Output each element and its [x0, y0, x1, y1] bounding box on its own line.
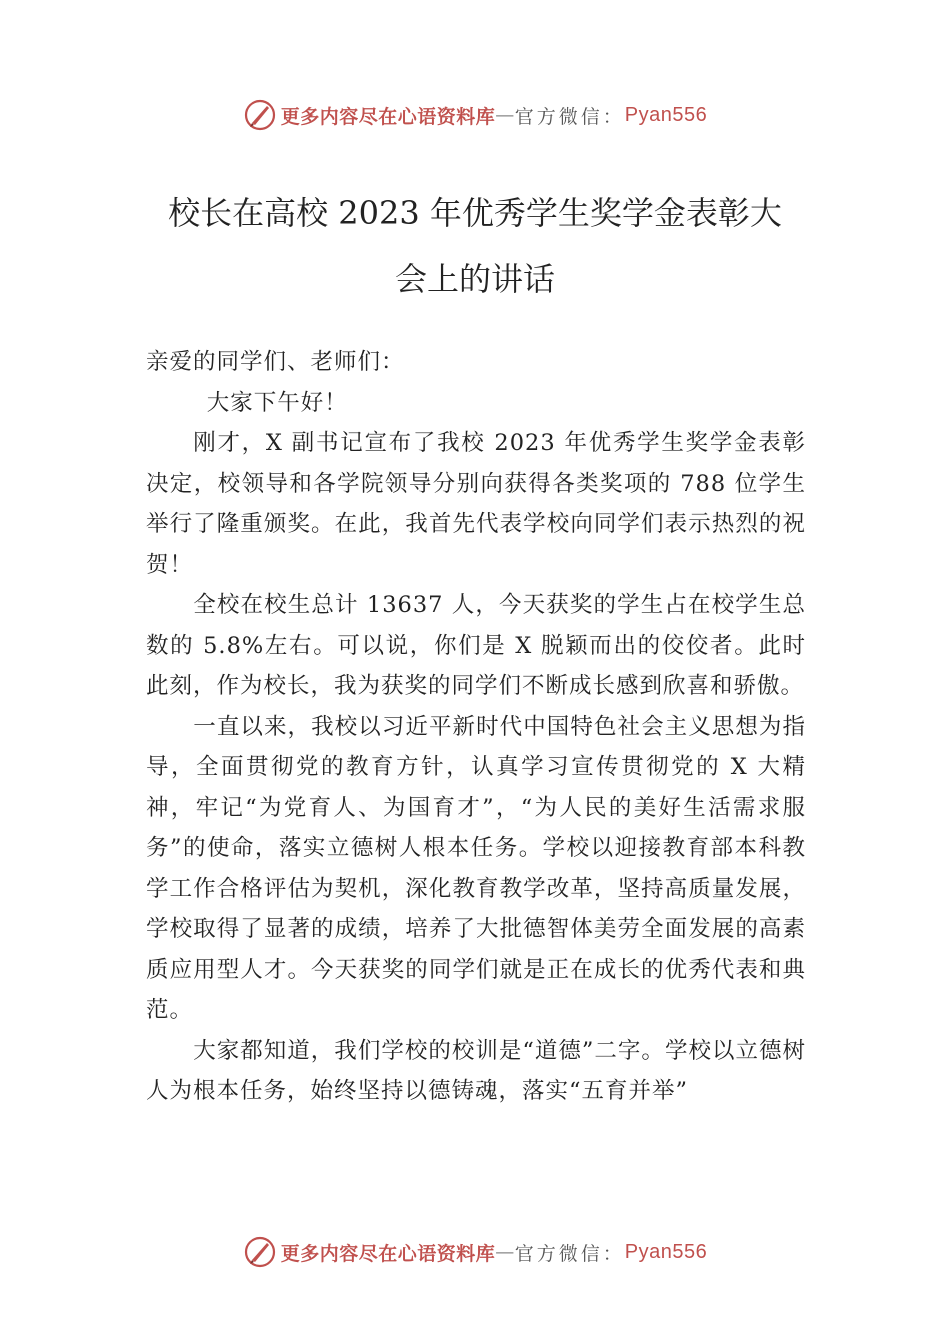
banner-wechat-label: 官方微信： — [514, 1242, 625, 1265]
salutation: 亲爱的同学们、老师们： — [146, 349, 405, 375]
footer-watermark-banner — [0, 1232, 950, 1272]
body-paragraph-3: 一直以来，我校以习近平新时代中国特色社会主义思想为指导，全面贯彻党的教育方针，认真学习宣传贯彻党的 X 大精神，牢记“为党育人、为国育才”，“为人民的美好生活需求服务”的使命，落实立德树人根本任务。学校以迎接教育部本科教学工作合格评估为契机，深化教育教学改革，坚持高质量发展，学校取得了显著的成绩，培养了大批德智体美劳全面发展的高素质应用型人才。今天获奖的同学们就是正在成长的优秀代表和典范。 — [146, 713, 806, 1023]
greeting: 大家下午好！ — [206, 389, 348, 416]
banner-promo-text: 更多内容尽在心语资料库 — [280, 1242, 496, 1265]
title-line-1: 校长在高校 2023 年优秀学生奖学金表彰大 — [168, 194, 782, 232]
quill-pen-circle-icon — [243, 98, 277, 132]
body-paragraph-2: 全校在校生总计 13637 人，今天获奖的学生占在校学生总数的 5.8%左右。可以说，你们是 X 脱颖而出的佼佼者。此时此刻，作为校长，我为获奖的同学们不断成长感到欣喜和骄傲。 — [146, 592, 806, 699]
header-watermark-banner — [0, 95, 950, 135]
banner-separator: — — [495, 104, 515, 126]
body-paragraph-4: 大家都知道，我们学校的校训是“道德”二字。学校以立德树人为根本任务，始终坚持以德铸魂，落实“五育并举” — [146, 1037, 806, 1104]
banner-wechat-id: Pyan556 — [624, 1240, 708, 1263]
title-line-2: 会上的讲话 — [394, 260, 555, 298]
banner-separator: — — [495, 1241, 515, 1263]
quill-pen-circle-icon — [243, 1235, 277, 1269]
banner-promo-text: 更多内容尽在心语资料库 — [280, 105, 496, 128]
banner-wechat-label: 官方微信： — [514, 105, 625, 128]
document-title — [140, 180, 810, 312]
banner-wechat-id: Pyan556 — [624, 103, 708, 126]
body-paragraph-1: 刚才，X 副书记宣布了我校 2023 年优秀学生奖学金表彰决定，校领导和各学院领导分别向获得各类奖项的 788 位学生举行了隆重颁奖。在此，我首先代表学校向同学们表示热烈的祝贺！ — [146, 430, 806, 578]
document-body — [146, 342, 806, 1112]
